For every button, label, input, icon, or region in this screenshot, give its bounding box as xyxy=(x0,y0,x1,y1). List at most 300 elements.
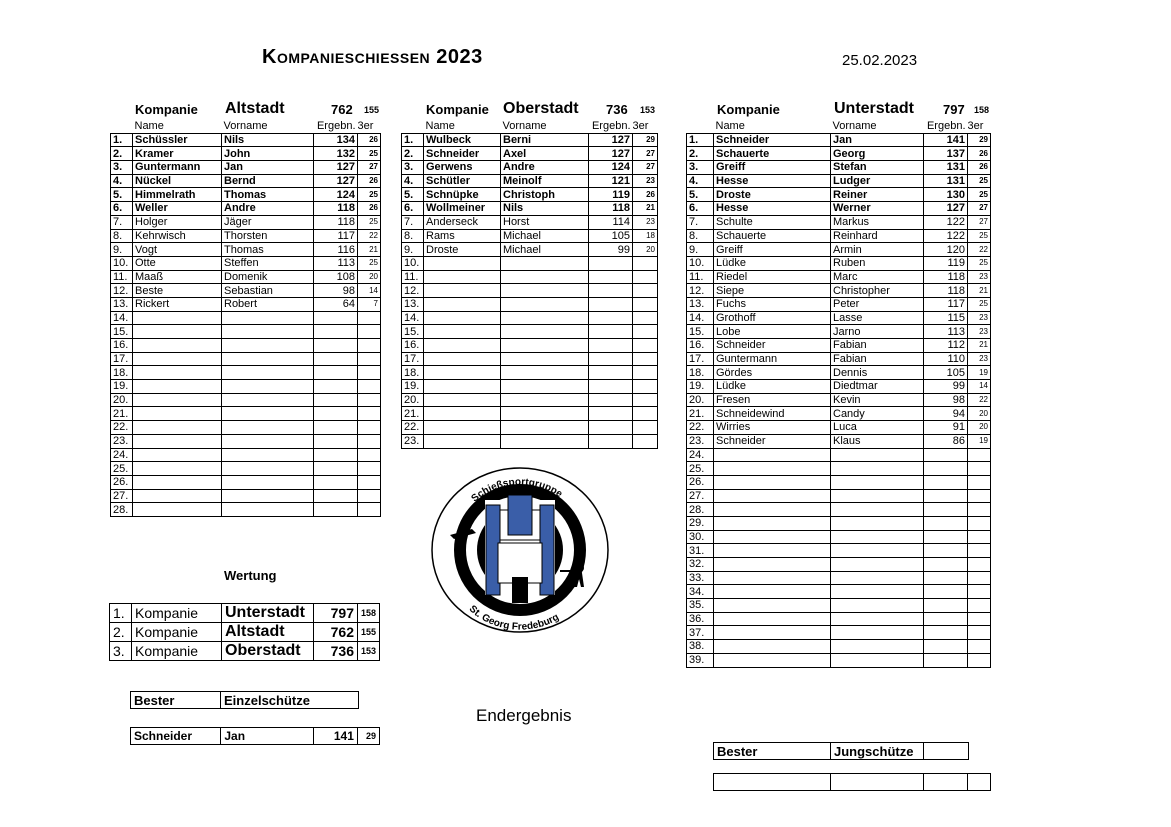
name-header: Name xyxy=(424,120,501,133)
table-row xyxy=(687,640,991,654)
row-name xyxy=(424,434,501,448)
row-vorname xyxy=(501,297,589,311)
row-number: 11. xyxy=(402,270,424,284)
row-name xyxy=(714,544,831,558)
row-number: 13. xyxy=(402,297,424,311)
table-row xyxy=(402,229,658,243)
row-vorname: Reinhard xyxy=(831,229,924,243)
wertung-label: Kompanie xyxy=(132,604,222,623)
row-score xyxy=(314,407,358,421)
wertung-label: Kompanie xyxy=(132,642,222,661)
wertung-team: Oberstadt xyxy=(222,642,314,661)
row-number: 39. xyxy=(687,653,714,667)
wertung-row xyxy=(110,623,380,642)
company-total: 762 xyxy=(331,102,353,117)
bester-score: 141 xyxy=(313,728,357,745)
table-row xyxy=(402,352,658,366)
row-number: 16. xyxy=(111,339,133,353)
row-drei xyxy=(633,325,658,339)
row-vorname xyxy=(501,325,589,339)
row-number: 20. xyxy=(402,393,424,407)
row-vorname: Dennis xyxy=(831,366,924,380)
row-drei xyxy=(968,489,991,503)
table-row xyxy=(402,284,658,298)
table-row xyxy=(687,489,991,503)
table-row xyxy=(687,516,991,530)
table-row xyxy=(687,544,991,558)
row-vorname xyxy=(222,311,314,325)
row-score: 127 xyxy=(589,147,633,161)
drei-header: 3er xyxy=(358,120,381,133)
row-score xyxy=(314,352,358,366)
wertung-table xyxy=(109,603,380,661)
row-score xyxy=(314,503,358,517)
row-number: 6. xyxy=(402,202,424,216)
row-number: 8. xyxy=(687,229,714,243)
table-row xyxy=(687,339,991,353)
table-row xyxy=(111,284,381,298)
row-score xyxy=(589,339,633,353)
row-name: Schnüpke xyxy=(424,188,501,202)
row-drei xyxy=(968,558,991,572)
row-vorname xyxy=(222,366,314,380)
row-score: 115 xyxy=(924,311,968,325)
row-drei: 21 xyxy=(358,243,381,257)
row-name: Schauerte xyxy=(714,229,831,243)
table-row xyxy=(111,489,381,503)
bester-label: Bester xyxy=(131,692,221,709)
row-score xyxy=(924,599,968,613)
row-vorname: Meinolf xyxy=(501,174,589,188)
row-vorname: Marc xyxy=(831,270,924,284)
row-number: 29. xyxy=(687,516,714,530)
row-score: 113 xyxy=(924,325,968,339)
row-name: Anderseck xyxy=(424,215,501,229)
row-name: Kehrwisch xyxy=(133,229,222,243)
table-row xyxy=(402,339,658,353)
row-vorname xyxy=(501,352,589,366)
row-drei: 26 xyxy=(358,174,381,188)
row-score: 120 xyxy=(924,243,968,257)
empty-cell xyxy=(924,743,969,760)
table-row xyxy=(111,161,381,175)
wertung-total: 762 xyxy=(314,623,358,642)
row-name: Vogt xyxy=(133,243,222,257)
nr-header xyxy=(402,120,424,133)
vorname-header: Vorname xyxy=(831,120,924,133)
row-number: 27. xyxy=(687,489,714,503)
table-row xyxy=(402,297,658,311)
row-name: Guntermann xyxy=(714,352,831,366)
row-name: Otte xyxy=(133,256,222,270)
table-row xyxy=(402,174,658,188)
row-vorname: Andre xyxy=(222,202,314,216)
row-number: 20. xyxy=(111,393,133,407)
row-vorname: Sebastian xyxy=(222,284,314,298)
row-number: 21. xyxy=(687,407,714,421)
row-vorname xyxy=(222,434,314,448)
row-vorname: Michael xyxy=(501,243,589,257)
row-number: 18. xyxy=(111,366,133,380)
row-drei xyxy=(968,599,991,613)
row-score xyxy=(589,311,633,325)
row-score: 64 xyxy=(314,297,358,311)
row-drei xyxy=(968,475,991,489)
row-number: 8. xyxy=(111,229,133,243)
row-score: 118 xyxy=(314,215,358,229)
row-name xyxy=(424,339,501,353)
bester-name: Schneider xyxy=(131,728,221,745)
empty-cell xyxy=(924,774,968,791)
row-score xyxy=(924,612,968,626)
row-number: 22. xyxy=(111,421,133,435)
row-number: 3. xyxy=(111,161,133,175)
row-vorname: Werner xyxy=(831,202,924,216)
row-vorname xyxy=(222,407,314,421)
row-drei xyxy=(358,380,381,394)
row-name xyxy=(424,256,501,270)
table-row xyxy=(687,448,991,462)
row-name xyxy=(714,489,831,503)
row-vorname xyxy=(501,407,589,421)
company-sub: 158 xyxy=(974,105,990,115)
row-name: Schauerte xyxy=(714,147,831,161)
row-drei: 25 xyxy=(968,229,991,243)
row-drei xyxy=(633,434,658,448)
row-number: 38. xyxy=(687,640,714,654)
row-drei: 19 xyxy=(968,366,991,380)
ergebn-header: Ergebn. xyxy=(314,120,358,133)
row-name xyxy=(714,475,831,489)
row-vorname: Horst xyxy=(501,215,589,229)
row-score xyxy=(314,393,358,407)
table-row xyxy=(111,147,381,161)
row-score xyxy=(924,448,968,462)
company-sub: 153 xyxy=(640,105,656,115)
table-row xyxy=(687,571,991,585)
kompanie-label: Kompanie xyxy=(135,102,198,117)
row-score xyxy=(314,311,358,325)
row-vorname: Lasse xyxy=(831,311,924,325)
row-name xyxy=(714,571,831,585)
row-drei: 19 xyxy=(968,434,991,448)
row-vorname xyxy=(501,284,589,298)
row-name: Rams xyxy=(424,229,501,243)
row-drei xyxy=(968,612,991,626)
row-score xyxy=(924,640,968,654)
row-number: 6. xyxy=(687,202,714,216)
row-vorname xyxy=(831,516,924,530)
row-score: 131 xyxy=(924,161,968,175)
row-vorname: Reiner xyxy=(831,188,924,202)
row-vorname xyxy=(831,571,924,585)
row-vorname: Peter xyxy=(831,297,924,311)
bester-jung-row xyxy=(713,773,991,791)
table-row xyxy=(111,270,381,284)
row-number: 9. xyxy=(111,243,133,257)
row-name: Fuchs xyxy=(714,297,831,311)
row-name xyxy=(714,558,831,572)
row-score: 141 xyxy=(924,133,968,147)
table-row xyxy=(687,297,991,311)
row-number: 17. xyxy=(687,352,714,366)
row-name xyxy=(424,407,501,421)
row-drei xyxy=(633,421,658,435)
row-score xyxy=(589,325,633,339)
drei-header: 3er xyxy=(968,120,991,133)
row-vorname: Georg xyxy=(831,147,924,161)
bester-jung-category: Jungschütze xyxy=(831,743,924,760)
row-number: 1. xyxy=(111,133,133,147)
table-row xyxy=(111,311,381,325)
row-drei: 25 xyxy=(968,188,991,202)
row-number: 14. xyxy=(111,311,133,325)
table-row xyxy=(111,503,381,517)
row-drei: 27 xyxy=(968,202,991,216)
row-score: 119 xyxy=(589,188,633,202)
row-name: Maaß xyxy=(133,270,222,284)
row-vorname: Robert xyxy=(222,297,314,311)
row-vorname: Jarno xyxy=(831,325,924,339)
table-row xyxy=(687,612,991,626)
row-number: 16. xyxy=(687,339,714,353)
row-number: 36. xyxy=(687,612,714,626)
column-header-row xyxy=(402,120,658,133)
row-number: 22. xyxy=(402,421,424,435)
row-name: Riedel xyxy=(714,270,831,284)
row-drei: 27 xyxy=(633,147,658,161)
row-drei xyxy=(358,448,381,462)
row-score xyxy=(924,626,968,640)
row-number: 16. xyxy=(402,339,424,353)
company-name: Unterstadt xyxy=(834,100,915,117)
row-score: 98 xyxy=(314,284,358,298)
row-name: Lobe xyxy=(714,325,831,339)
bester-einzel-row xyxy=(130,727,380,745)
row-drei xyxy=(968,626,991,640)
row-name: Greiff xyxy=(714,161,831,175)
table-row xyxy=(402,188,658,202)
row-vorname: Steffen xyxy=(222,256,314,270)
row-score: 118 xyxy=(589,202,633,216)
row-score: 124 xyxy=(589,161,633,175)
table-row xyxy=(687,256,991,270)
row-drei: 25 xyxy=(358,215,381,229)
row-number: 13. xyxy=(111,297,133,311)
table-row xyxy=(402,215,658,229)
row-score: 99 xyxy=(589,243,633,257)
row-drei xyxy=(633,366,658,380)
row-number: 26. xyxy=(111,475,133,489)
row-score xyxy=(924,475,968,489)
row-drei xyxy=(968,516,991,530)
row-number: 17. xyxy=(402,352,424,366)
row-score: 131 xyxy=(924,174,968,188)
row-vorname xyxy=(222,503,314,517)
row-score: 130 xyxy=(924,188,968,202)
vorname-header: Vorname xyxy=(501,120,589,133)
row-drei: 7 xyxy=(358,297,381,311)
table-row xyxy=(111,380,381,394)
row-drei: 21 xyxy=(633,202,658,216)
row-drei: 23 xyxy=(968,352,991,366)
row-number: 19. xyxy=(402,380,424,394)
row-number: 19. xyxy=(111,380,133,394)
row-drei xyxy=(633,297,658,311)
row-drei: 25 xyxy=(968,256,991,270)
row-number: 26. xyxy=(687,475,714,489)
row-number: 10. xyxy=(402,256,424,270)
wertung-sub: 155 xyxy=(358,623,380,642)
row-name xyxy=(714,612,831,626)
row-name xyxy=(714,626,831,640)
row-score xyxy=(314,434,358,448)
row-vorname xyxy=(222,421,314,435)
row-number: 5. xyxy=(402,188,424,202)
wertung-team: Unterstadt xyxy=(222,604,314,623)
row-number: 25. xyxy=(111,462,133,476)
row-vorname: Andre xyxy=(501,161,589,175)
table-row xyxy=(402,434,658,448)
row-vorname xyxy=(831,448,924,462)
row-drei: 21 xyxy=(968,339,991,353)
row-name: Kramer xyxy=(133,147,222,161)
row-drei: 29 xyxy=(633,133,658,147)
row-score: 110 xyxy=(924,352,968,366)
row-name xyxy=(133,489,222,503)
row-vorname: Stefan xyxy=(831,161,924,175)
row-name: Nückel xyxy=(133,174,222,188)
row-vorname xyxy=(831,585,924,599)
row-vorname: Ludger xyxy=(831,174,924,188)
table-row xyxy=(111,475,381,489)
row-drei xyxy=(358,462,381,476)
row-score: 114 xyxy=(589,215,633,229)
row-score xyxy=(589,434,633,448)
row-number: 1. xyxy=(687,133,714,147)
row-drei: 20 xyxy=(633,243,658,257)
row-number: 33. xyxy=(687,571,714,585)
row-score: 118 xyxy=(314,202,358,216)
row-name xyxy=(424,366,501,380)
row-number: 4. xyxy=(687,174,714,188)
row-drei xyxy=(358,489,381,503)
row-vorname: Fabian xyxy=(831,339,924,353)
event-date: 25.02.2023 xyxy=(842,52,918,69)
row-score xyxy=(924,462,968,476)
row-drei: 23 xyxy=(633,174,658,188)
company-total: 797 xyxy=(943,102,965,117)
row-vorname: Domenik xyxy=(222,270,314,284)
row-vorname xyxy=(222,475,314,489)
table-row xyxy=(111,325,381,339)
row-number: 6. xyxy=(111,202,133,216)
row-score: 127 xyxy=(924,202,968,216)
row-score xyxy=(924,503,968,517)
wertung-total: 736 xyxy=(314,642,358,661)
row-number: 14. xyxy=(402,311,424,325)
row-vorname xyxy=(831,558,924,572)
row-drei: 22 xyxy=(968,243,991,257)
row-name xyxy=(133,366,222,380)
row-name: Lüdke xyxy=(714,256,831,270)
drei-header: 3er xyxy=(633,120,658,133)
row-name xyxy=(714,448,831,462)
row-score: 117 xyxy=(924,297,968,311)
wertung-row xyxy=(110,642,380,661)
table-row xyxy=(111,462,381,476)
row-score xyxy=(314,448,358,462)
row-name: Greiff xyxy=(714,243,831,257)
row-vorname xyxy=(222,325,314,339)
row-score xyxy=(924,544,968,558)
row-score: 94 xyxy=(924,407,968,421)
row-name: Holger xyxy=(133,215,222,229)
row-drei: 29 xyxy=(968,133,991,147)
row-number: 9. xyxy=(402,243,424,257)
row-drei xyxy=(968,462,991,476)
row-vorname xyxy=(501,366,589,380)
row-vorname: Luca xyxy=(831,421,924,435)
table-row xyxy=(402,202,658,216)
row-name: Schneider xyxy=(424,147,501,161)
row-score xyxy=(924,653,968,667)
row-drei xyxy=(633,380,658,394)
table-row xyxy=(111,229,381,243)
row-name: Hesse xyxy=(714,174,831,188)
row-vorname: Ruben xyxy=(831,256,924,270)
row-drei: 21 xyxy=(968,284,991,298)
row-vorname: Thomas xyxy=(222,188,314,202)
row-drei: 25 xyxy=(358,188,381,202)
row-drei xyxy=(358,339,381,353)
nr-header xyxy=(111,120,133,133)
row-vorname xyxy=(831,475,924,489)
logo-top-text: Schießsportgruppe xyxy=(469,476,565,505)
row-score: 121 xyxy=(589,174,633,188)
row-vorname xyxy=(831,503,924,517)
table-row xyxy=(687,147,991,161)
row-number: 21. xyxy=(111,407,133,421)
row-vorname: Diedtmar xyxy=(831,380,924,394)
row-vorname: Thomas xyxy=(222,243,314,257)
row-score: 127 xyxy=(314,174,358,188)
row-drei xyxy=(358,421,381,435)
row-number: 19. xyxy=(687,380,714,394)
row-name: Schneider xyxy=(714,339,831,353)
row-vorname xyxy=(831,544,924,558)
table-row xyxy=(402,161,658,175)
wertung-sub: 158 xyxy=(358,604,380,623)
row-drei xyxy=(633,284,658,298)
row-score: 105 xyxy=(924,366,968,380)
table-row xyxy=(687,133,991,147)
row-name: Droste xyxy=(714,188,831,202)
row-name xyxy=(133,339,222,353)
row-drei: 14 xyxy=(968,380,991,394)
row-score: 108 xyxy=(314,270,358,284)
row-drei: 25 xyxy=(968,174,991,188)
table-row xyxy=(687,284,991,298)
row-score: 118 xyxy=(924,284,968,298)
row-name: Siepe xyxy=(714,284,831,298)
company-name: Oberstadt xyxy=(503,100,579,117)
table-row xyxy=(687,599,991,613)
company-header-unterstadt xyxy=(717,100,990,117)
row-number: 32. xyxy=(687,558,714,572)
row-number: 25. xyxy=(687,462,714,476)
row-score: 98 xyxy=(924,393,968,407)
